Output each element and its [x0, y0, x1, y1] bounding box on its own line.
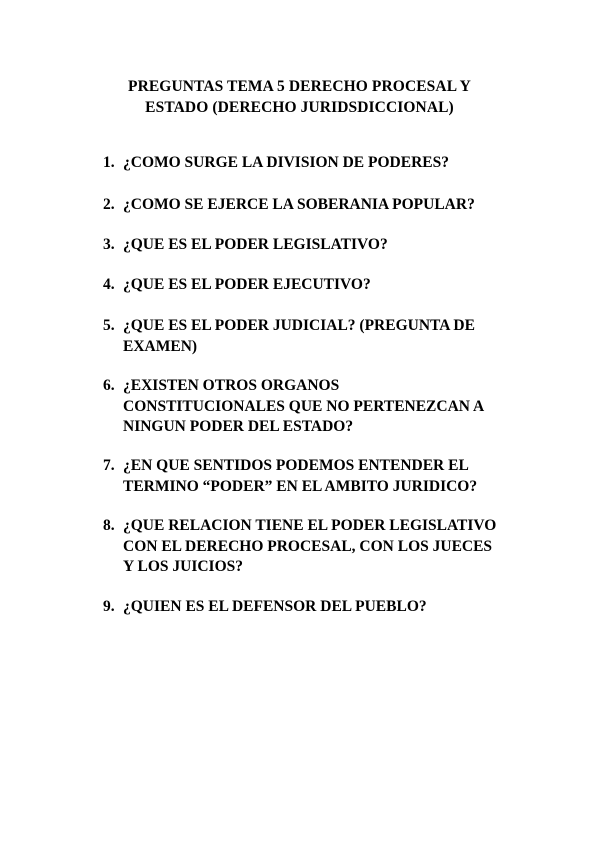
- title-line: ESTADO (DERECHO JURIDSDICCIONAL): [145, 99, 454, 116]
- question-line: ¿QUE ES EL PODER JUDICIAL? (PREGUNTA DE: [123, 317, 475, 334]
- question-number: 8.: [103, 517, 115, 534]
- question-line: ¿COMO SE EJERCE LA SOBERANIA POPULAR?: [123, 196, 475, 213]
- question-number: 9.: [103, 598, 115, 615]
- question-line: ¿EXISTEN OTROS ORGANOS: [123, 377, 340, 394]
- title-line: PREGUNTAS TEMA 5 DERECHO PROCESAL Y: [128, 78, 471, 95]
- question-text: [123, 195, 523, 216]
- page-title: [60, 76, 539, 118]
- question-item: [103, 456, 523, 497]
- question-text: [123, 456, 523, 497]
- question-item: [103, 316, 523, 357]
- question-text: [123, 516, 523, 578]
- question-item: [103, 235, 523, 256]
- question-item: [103, 195, 523, 216]
- question-line: NINGUN PODER DEL ESTADO?: [123, 418, 354, 435]
- question-line: ¿COMO SURGE LA DIVISION DE PODERES?: [123, 154, 449, 171]
- question-number: 5.: [103, 317, 115, 334]
- question-line: ¿QUE ES EL PODER EJECUTIVO?: [123, 276, 371, 293]
- question-number: 2.: [103, 196, 115, 213]
- question-number: 3.: [103, 236, 115, 253]
- question-number: 1.: [103, 154, 115, 171]
- question-line: EXAMEN): [123, 337, 198, 355]
- question-item: [103, 376, 523, 438]
- question-line: ¿EN QUE SENTIDOS PODEMOS ENTENDER EL: [123, 457, 469, 474]
- question-number: 6.: [103, 377, 115, 394]
- question-line: ¿QUIEN ES EL DEFENSOR DEL PUEBLO?: [123, 598, 427, 615]
- question-item: [103, 597, 523, 618]
- question-line: Y LOS JUICIOS?: [123, 558, 244, 575]
- question-number: 7.: [103, 457, 115, 474]
- question-text: [123, 376, 523, 438]
- question-line: TERMINO “PODER” EN EL AMBITO JURIDICO?: [123, 477, 478, 495]
- question-text: [123, 316, 523, 357]
- question-item: [103, 275, 523, 296]
- question-line: ¿QUE RELACION TIENE EL PODER LEGISLATIVO: [123, 517, 497, 534]
- question-line: CON EL DERECHO PROCESAL, CON LOS JUECES: [123, 537, 493, 555]
- question-text: [123, 597, 523, 618]
- question-number: 4.: [103, 276, 115, 293]
- question-text: [123, 153, 523, 174]
- question-text: [123, 235, 523, 256]
- question-item: [103, 153, 523, 174]
- question-line: CONSTITUCIONALES QUE NO PERTENEZCAN A: [123, 397, 485, 415]
- question-line: ¿QUE ES EL PODER LEGISLATIVO?: [123, 236, 388, 253]
- question-text: [123, 275, 523, 296]
- question-item: [103, 516, 523, 578]
